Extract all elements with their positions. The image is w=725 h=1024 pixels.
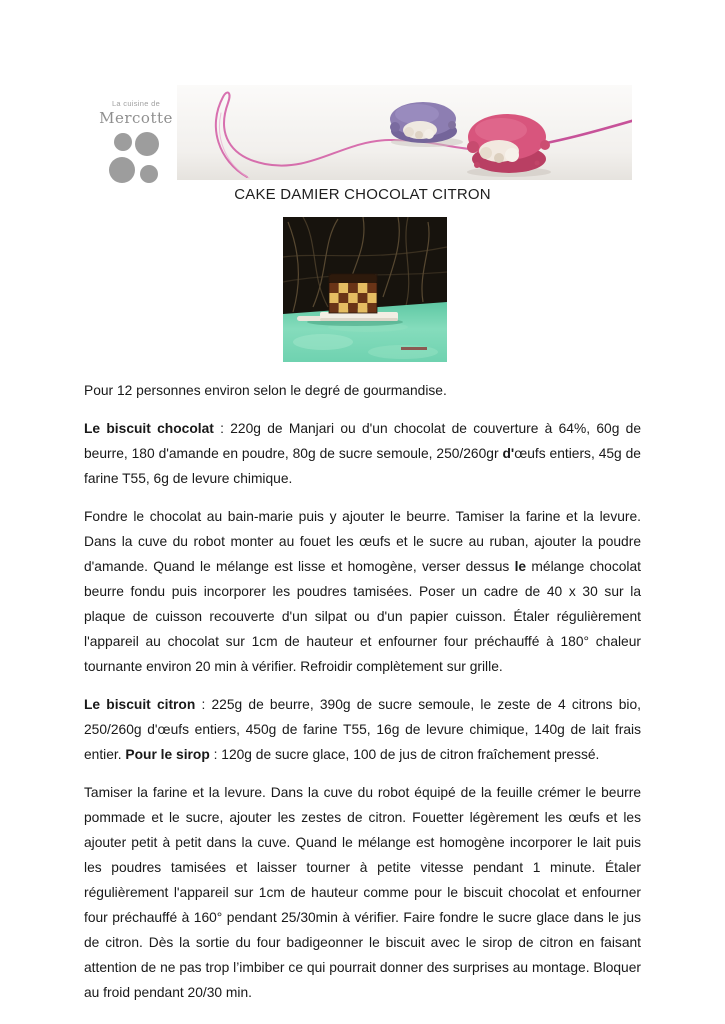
paragraph-biscuit-citron-ingredients: Le biscuit citron : 225g de beurre, 390g de sucre semoule, le zeste de 4 citrons bio, 250/260g d'œufs entiers, 450g de farine T55, 16g de levure chimique, 140g de lait frais entier. Pour le sirop : 120g de sucre glace, 100 de jus de citron fraîchement pressé.	[84, 697, 641, 762]
photo-watermark	[401, 347, 427, 350]
banner-macaron-photo	[177, 85, 632, 180]
paragraph-biscuit-chocolat-method: Fondre le chocolat au bain-marie puis y ajouter le beurre. Tamiser la farine et la levure. Dans la cuve du robot monter au fouet les œufs et le sucre au ruban, ajouter la poudre d'amande. Quand le mélange est lisse et homogène, verser dessus le mélange chocolat beurre fondu puis incorporer les poudres tamisées. Poser un cadre de 40 x 30 sur la plaque de cuisson recouverte d'un silpat ou d'un papier cuisson. Étaler régulièrement l'appareil au chocolat sur 1cm de hauteur et enfourner four préchauffé à 180° chaleur tournante environ 20 min à vérifier. Refroidir complètement sur grille.	[84, 509, 642, 674]
logo-tagline: La cuisine de	[111, 99, 161, 108]
logo-name: Mercotte	[99, 109, 173, 127]
paragraph-servings: Pour 12 personnes environ selon le degré de gourmandise.	[84, 383, 447, 398]
pink-macaron-icon	[467, 114, 550, 173]
page-title: CAKE DAMIER CHOCOLAT CITRON	[234, 186, 491, 203]
mercotte-logo	[95, 85, 177, 180]
purple-macaron-icon	[390, 102, 457, 143]
cake-photo	[283, 217, 447, 362]
paragraph-biscuit-chocolat-ingredients: Le biscuit chocolat : 220g de Manjari ou d'un chocolat de couverture à 64%, 60g de beurre, 180 d'amande en poudre, 80g de sucre semoule, 250/260gr d'œufs entiers, 45g de farine T55, 6g de levure chimique.	[84, 421, 641, 486]
recipe-text	[84, 378, 641, 1018]
logo-dots-icon	[107, 131, 165, 187]
paragraph-biscuit-citron-method: Tamiser la farine et la levure. Dans la cuve du robot équipé de la feuille crémer le beurre pommade et le sucre, ajouter les zestes de citron. Fouetter légèrement les œufs et les ajouter petit à petit dans la cuve. Quand le mélange est homogène incorporer le lait puis les poudres tamisées et laisser tourner à petite vitesse pendant 1 minute. Étaler régulièrement l'appareil sur 1cm de hauteur comme pour le biscuit chocolat et enfourner four préchauffé à 160° pendant 25/30min à vérifier. Faire fondre le sucre glace dans le jus de citron. Dès la sortie du four badigeonner le biscuit avec le sirop de citron en faisant attention de ne pas trop l’imbiber ce qui pourrait donner des surprises au montage. Bloquer au froid pendant 20/30 min.	[84, 785, 641, 1000]
header	[95, 85, 632, 180]
checkerboard-cake	[329, 274, 377, 313]
